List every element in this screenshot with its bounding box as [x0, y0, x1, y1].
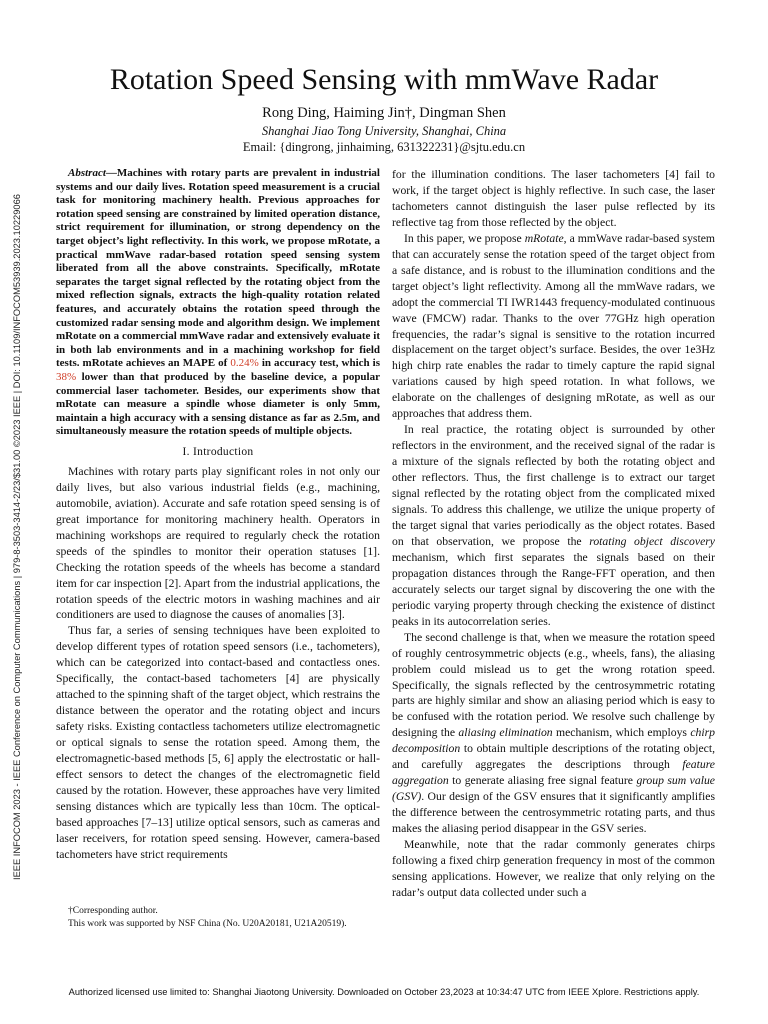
abstract-text-1: —Machines with rotary parts are prevalent in industrial systems and our daily lives. Rotation speed measurement is a crucial task for monitoring machinery health. Previous approaches for rotation speed sensing are constrained by limited operation distance, strict requirement for illumination, or strong dependency on the target object’s light reflectivity. In this work, we propose mRotate, a practical mmWave radar-based rotation speed sensing system liberated from all the above constraints. Specifically, mRotate separates the target signal reflected by the rotating object from the mixed reflection signals, extracts the high-quality rotation related features, and accurately obtains the rotation speed through the customized radar sensing mode and algorithm design. We implement mRotate on a commercial mmWave radar and extensively evaluate it in both lab environments and in a machining workshop for field tests. mRotate achieves an MAPE of — [56, 167, 380, 370]
term-emphasis: feature aggregation — [392, 758, 715, 788]
license-notice: Authorized licensed use limited to: Shanghai Jiaotong University. Downloaded on October 23,2023 at 10:34:47 UTC from IEEE Xplore. Restrictions apply. — [68, 987, 700, 997]
section-heading-introduction: I. Introduction — [182, 445, 254, 458]
footnotes — [56, 905, 380, 930]
text-run: to generate aliasing free signal feature — [448, 774, 637, 788]
abstract-text-3: lower than that produced by the baseline device, a popular commercial laser tachometer. Besides, our experiments show that mRotate can measure a spindle whose diameter is only 5mm, maintain a high accuracy with a sensing distance as far as 2.5m, and simultaneously measure the rotation speeds of multiple objects. — [56, 370, 380, 438]
doi-sidebar — [11, 160, 23, 880]
footnote-corresponding: †Corresponding author. — [68, 906, 158, 916]
body-paragraph: Machines with rotary parts play significant roles in not only our daily lives, but also various industrial fields (e.g., machining, automobile, aviation). Accurate and safe rotation speed sensing is of great importance for monitoring machinery health. Operators in machining workshops are required to regularly check the rotation speeds of the spindles to monitor their operation statuses [1]. Checking the rotation speeds of the wheels has become a standard item for car inspection [2]. Apart from the industrial applications, the rotation speeds of the electric motors in washing machines and air conditioners are used to diagnose the causes of anomalies [3]. — [56, 464, 380, 622]
system-name: mRotate — [524, 231, 564, 245]
mape-value: 0.24% — [230, 357, 259, 370]
term-emphasis: chirp decomposition — [392, 726, 715, 756]
text-run: to obtain multiple descriptions of the rotating object, and carefully aggregates the descriptions through — [392, 742, 715, 772]
body-paragraph — [392, 630, 715, 837]
body-paragraph: Meanwhile, note that the radar commonly generates chirps following a fixed chirp generation frequency in most of the common sensing applications. However, we realize that only relying on the radar’s output data collected under such a — [392, 838, 715, 899]
body-paragraph — [392, 231, 715, 422]
text-run: . Our design of the GSV ensures that it significantly amplifies the difference between the centrosymmetric rotating parts, and thus makes the aliasing period disappear in the GSV series. — [392, 790, 715, 836]
doi-sidebar-text: IEEE INFOCOM 2023 - IEEE Conference on Computer Communications | 979-8-3503-3414-2/23/$31.00 ©2023 IEEE | DOI: 10.1109/INFOCOM53939.2023.10229066 — [12, 194, 22, 880]
body-paragraph: for the illumination conditions. The laser tachometers [4] fail to work, if the target object is highly reflective. In such case, the laser tachometers cannot distinguish the laser pulse reflected by its reflective tag from those reflected by the object. — [392, 168, 715, 229]
right-column — [392, 167, 715, 901]
text-run: The second challenge is that, when we measure the rotation speed of roughly centrosymmetric objects (e.g., wheels, fans), the aliasing problem could mislead us to get the wrong rotation speed. Specifically, the signals reflected by the centrosymmetric rotating parts are highly similar and show an aliasing period which is easy to be confused with the rotation period. We resolve such challenge by designing the — [392, 630, 715, 740]
text-run: mechanism, which employs — [552, 726, 691, 740]
abstract-label: Abstract — [68, 167, 106, 179]
abstract-text-2: in accuracy test, which is — [258, 357, 381, 370]
affiliation: Shanghai Jiao Tong University, Shanghai, China — [261, 124, 507, 138]
left-column — [56, 167, 380, 863]
text-run: In real practice, the rotating object is surrounded by other reflectors in the environment, and the received signal of the radar is a mixture of the signals reflected by both the rotating object and other reflectors. Thus, the first challenge is to extract our target signal reflected by the rotating object from the complicated mixed signals. To address this challenge, we utilize the unique property of the target signal that varies periodically as the object rotates. Based on that observation, we propose the — [392, 423, 715, 548]
text-run: In this paper, we propose — [404, 231, 525, 245]
body-paragraph: Thus far, a series of sensing techniques have been exploited to develop different types of rotation speed sensors (i.e., tachometers), which can be categorized into contact-based and contactless ones. Specifically, the contact-based tachometers [4] are physically attached to the spinning shaft of the target object, which restrains the distance between the operator and the rotating object and incurs safety risks. Existing contactless tachometers utilize electromagnetic or optical signals to sense the rotation speed. Among them, the electromagnetic-based methods [5, 6] apply the electrostatic or hall-effect sensors to detect the changes of the electromagnetic field caused by the rotation. However, these approaches have very limited sensing distances which are typically less than 10cm. The optical-based approaches [7–13] utilize optical sensors, such as cameras and laser receivers, for rotation speed sensing. However, camera-based tachometers have strict requirements — [56, 624, 380, 861]
term-emphasis: aliasing elimination — [458, 726, 553, 740]
author-email: Email: {dingrong, jinhaiming, 631322231}@sjtu.edu.cn — [242, 140, 526, 154]
text-run: , a mmWave radar-based system that can accurately sense the rotation speed of the target object from a safe distance, and is robust to the illumination conditions and the target object’s light reflectivity. Among all the mmWave radars, we adopt the commercial TI IWR1443 frequency-modulated continuous wave (FMCW) radar. Thanks to the over 77GHz high operation frequencies, the radar’s signal is sensitive to the rotation incurred displacement on the target object’s surface. Besides, the over 1e3Hz high chirp rate enables the radar to timely capture the rapid signal variations caused by high speed rotation. In what follows, we elaborate on the challenges of designing mRotate, as well as our approaches that address them. — [392, 231, 715, 421]
author-list: Rong Ding, Haiming Jin†, Dingman Shen — [262, 105, 506, 121]
term-emphasis: group sum value (GSV) — [392, 774, 715, 804]
paper-title: Rotation Speed Sensing with mmWave Radar — [109, 63, 659, 96]
text-run: mechanism, which first separates the signals based on their propagation distances through the Range-FFT operation, and then accurately selects our target signal by discovering the one with the periodic varying property through checking the existence of distinct peaks in its autocorrelation series. — [392, 550, 715, 628]
term-emphasis: rotating object discovery — [589, 534, 715, 548]
footnote-funding: This work was supported by NSF China (No. U20A20181, U21A20519). — [68, 918, 347, 929]
lower-value: 38% — [56, 370, 77, 383]
body-paragraph — [392, 422, 715, 629]
abstract — [56, 167, 380, 439]
